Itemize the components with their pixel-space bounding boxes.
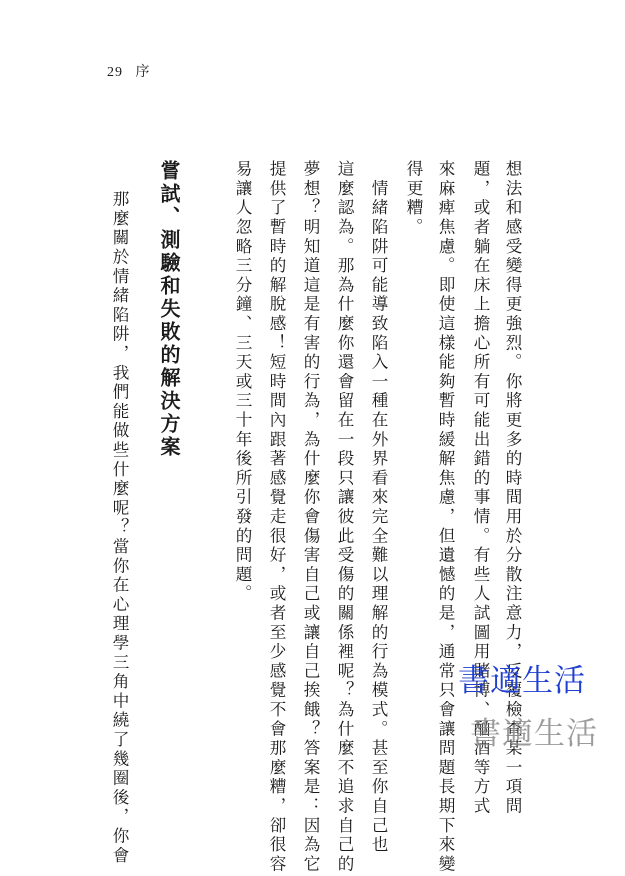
text-column: 來麻痺焦慮。即使這樣能夠暫時緩解焦慮，但遺憾的是，通常只會讓問題長期下來變 <box>436 160 455 875</box>
text-column: 得更糟。 <box>404 160 423 238</box>
text-column: 提供了暫時的解脫感！短時間內跟著感覺走很好，或者至少感覺不會那麼糟，卻很容 <box>267 160 286 875</box>
watermark-blue: 書適生活 <box>458 663 586 699</box>
text-column: 題，或者躺在床上擔心所有可能出錯的事情。有些人試圖用賭博、酗酒等方式 <box>471 160 490 817</box>
watermark-gray: 書適生活 <box>470 716 598 752</box>
text-column: 想法和感受變得更強烈。你將更多的時間用於分散注意力，反覆檢查某一項問 <box>503 160 522 817</box>
text-column: 夢想？明知道這是有害的行為，為什麼你會傷害自己或讓自己挨餓？答案是：因為它 <box>301 160 320 875</box>
running-header <box>107 61 151 81</box>
text-column: 這麼認為。那為什麼你還會留在一段只讓彼此受傷的關係裡呢？為什麼不追求自己的 <box>335 160 354 875</box>
page-number: 29 <box>107 65 123 80</box>
text-column: 情緒陷阱可能導致陷入一種在外界看來完全難以理解的行為模式。甚至你自己也 <box>369 160 388 855</box>
text-column: 易讓人忽略三分鐘、三天或三十年後所引發的問題。 <box>233 160 252 604</box>
text-column: 那麼關於情緒陷阱，我們能做些什麼呢？當你在心理學三角中繞了幾圈後，你會 <box>110 190 129 866</box>
section-heading: 嘗試、測驗和失敗的解決方案 <box>157 160 181 459</box>
section-title: 序 <box>135 65 151 80</box>
